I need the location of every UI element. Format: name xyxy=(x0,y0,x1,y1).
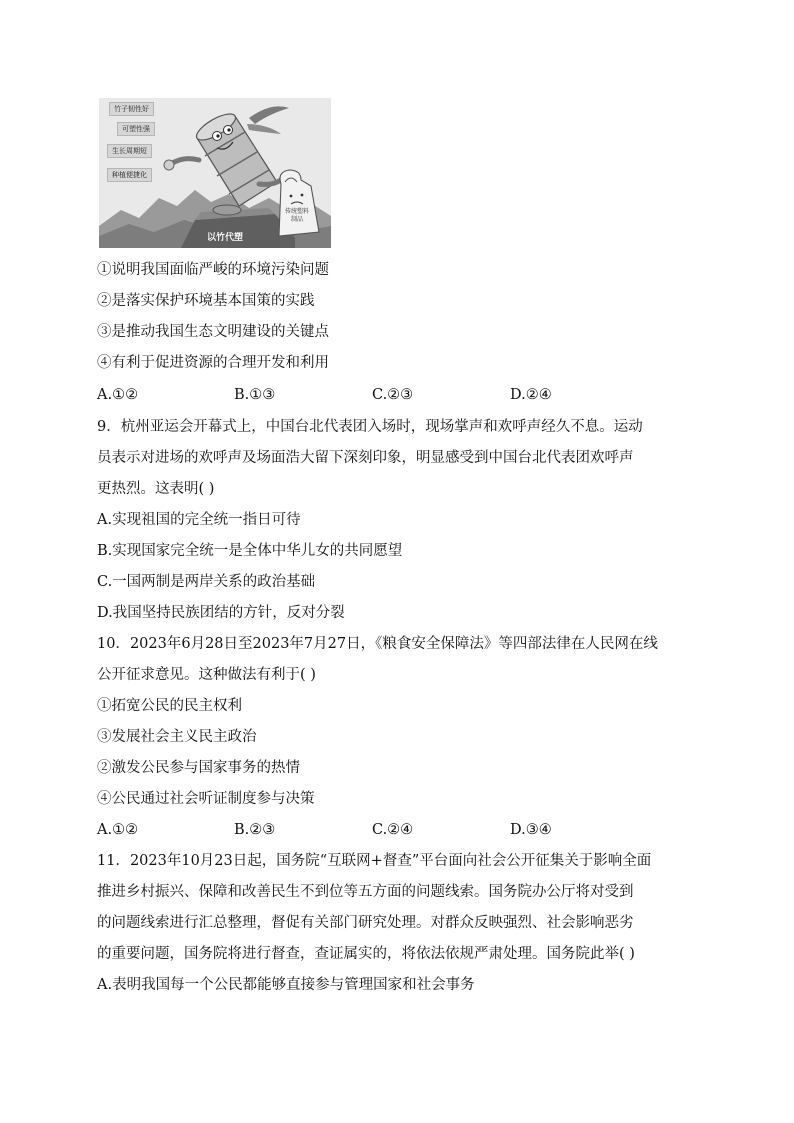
q9-option-b: B.实现国家完全统一是全体中华儿女的共同愿望 xyxy=(97,543,403,559)
q11-stem-line-1: 11．2023年10月23日起，国务院“互联网+督查”平台面向社会公开征集关于影响全面 xyxy=(97,853,652,869)
q9-stem-line-2: 员表示对进场的欢呼声及场面浩大留下深刻印象，明显感受到中国台北代表团欢呼声 xyxy=(97,450,634,466)
q8-choice-a: A.①② xyxy=(97,387,139,403)
q9-option-c: C.一国两制是两岸关系的政治基础 xyxy=(97,574,316,590)
q9-option-d: D.我国坚持民族团结的方针，反对分裂 xyxy=(97,605,345,621)
q8-statement-4: ④有利于促进资源的合理开发和利用 xyxy=(97,355,329,371)
cartoon-label-growth-cycle: 生长周期短 xyxy=(107,144,152,158)
q8-choice-d: D.②④ xyxy=(510,387,552,403)
q10-statement-2: ③发展社会主义民主政治 xyxy=(97,729,257,745)
q10-choice-a: A.①② xyxy=(97,822,139,838)
cartoon-label-planting: 种植便捷化 xyxy=(107,168,152,182)
q11-stem-line-4: 的重要问题，国务院将进行督查，查证属实的，将依法依规严肃处理。国务院此举( ) xyxy=(97,946,635,962)
q11-option-a: A.表明我国每一个公民都能够直接参与管理国家和社会事务 xyxy=(97,977,475,993)
q10-stem-line-1: 10．2023年6月28日至2023年7月27日，《粮食安全保障法》等四部法律在人民网在线 xyxy=(97,636,658,652)
q10-statement-1: ①拓宽公民的民主权利 xyxy=(97,698,242,714)
q8-choice-c: C.②③ xyxy=(372,387,414,403)
bag-label-line2: 制品 xyxy=(290,216,303,223)
cartoon-label-plasticity: 可塑性强 xyxy=(117,122,155,136)
q8-statement-2: ②是落实保护环境基本国策的实践 xyxy=(97,293,315,309)
q10-choices xyxy=(97,820,697,840)
q8-choices xyxy=(97,385,697,405)
stone-label: 以竹代塑 xyxy=(207,233,244,243)
q9-option-a: A.实现祖国的完全统一指日可待 xyxy=(97,512,301,528)
q10-choice-c: C.②④ xyxy=(372,822,414,838)
q11-stem-line-2: 推进乡村振兴、保障和改善民生不到位等五方面的问题线索。国务院办公厅将对受到 xyxy=(97,884,634,900)
q10-choice-b: B.②③ xyxy=(234,822,276,838)
q8-statement-3: ③是推动我国生态文明建设的关键点 xyxy=(97,324,329,340)
q9-stem-line-1: 9．杭州亚运会开幕式上，中国台北代表团入场时，现场掌声和欢呼声经久不息。运动 xyxy=(97,419,643,435)
q10-choice-d: D.③④ xyxy=(510,822,552,838)
q10-stem-line-2: 公开征求意见。这种做法有利于( ) xyxy=(97,667,316,683)
q8-statement-1: ①说明我国面临严峻的环境污染问题 xyxy=(97,262,329,278)
bag-label xyxy=(282,208,312,224)
q10-statement-3: ②激发公民参与国家事务的热情 xyxy=(97,760,300,776)
bamboo-cartoon-image xyxy=(99,98,331,248)
q10-statement-4: ④公民通过社会听证制度参与决策 xyxy=(97,791,315,807)
q11-stem-line-3: 的问题线索进行汇总整理，督促有关部门研究处理。对群众反映强烈、社会影响恶劣 xyxy=(97,915,634,931)
q9-stem-line-3: 更热烈。这表明( ) xyxy=(97,481,215,497)
q8-choice-b: B.①③ xyxy=(234,387,276,403)
bag-label-line1: 传统塑料 xyxy=(284,208,309,215)
cartoon-label-toughness: 竹子韧性好 xyxy=(109,102,154,116)
